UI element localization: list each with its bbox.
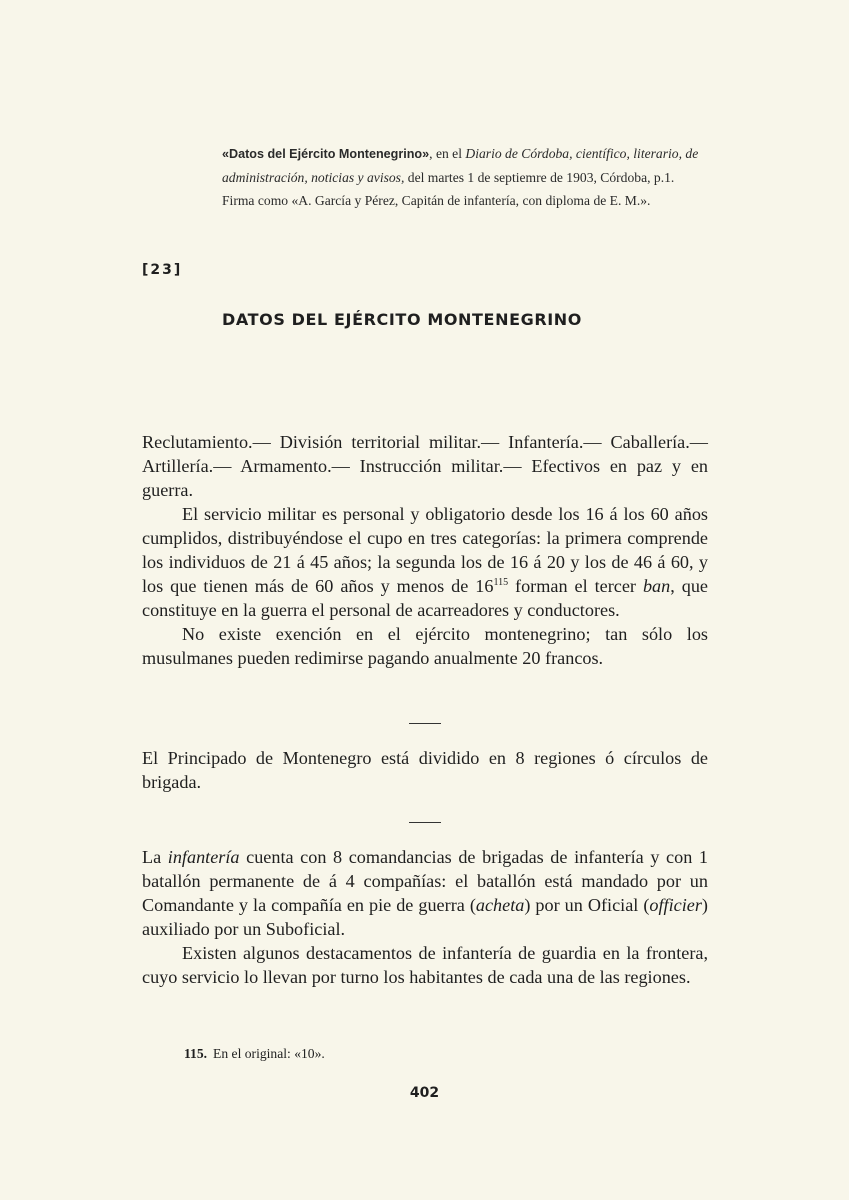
section-divider bbox=[409, 822, 441, 823]
footnote-ref[interactable]: 115 bbox=[493, 577, 509, 588]
text-run: cuenta con 8 comandancias de brigadas de infantería y con 1 batallón permanente de á 4 compañías: el batallón está mandado por un Comandante y la compañía en pie de guerra ( bbox=[142, 847, 708, 915]
section-divider bbox=[409, 723, 441, 724]
paragraph-exemption: No existe exención en el ejército montenegrino; tan sólo los musulmanes pueden redimirse pagando anualmente 20 francos. bbox=[142, 624, 708, 668]
paragraph-service bbox=[142, 502, 708, 622]
italic-term: acheta bbox=[475, 895, 525, 915]
paragraph-infantry bbox=[142, 845, 708, 941]
page-number: 402 bbox=[409, 1085, 440, 1101]
text-run: , que constituye en la guerra el personal de acarreadores y conductores. bbox=[142, 576, 708, 620]
source-note-title: «Datos del Ejército Montenegrino» bbox=[222, 147, 430, 161]
text-run: El servicio militar es personal y obligatorio desde los 16 á los 60 años cumplidos, distribuyéndose el cupo en tres categorías: la primera comprende los individuos de 21 á 45 años; la segunda los de 16 á 20 y los de 46 á 60, y los que tienen más de 60 años y menos de 16 bbox=[142, 504, 708, 596]
body-block-2 bbox=[142, 746, 708, 794]
paragraph-summary: Reclutamiento.— División territorial militar.— Infantería.— Caballería.— Artillería.— Armamento.— Instrucción militar.— Efectivos en paz y en guerra. bbox=[142, 432, 708, 500]
chapter-title: DATOS DEL EJÉRCITO MONTENEGRINO bbox=[222, 310, 582, 329]
italic-term: ban bbox=[642, 576, 671, 596]
source-note-text: del martes 1 de septiemre de 1903, Córdoba, p.1. Firma como «A. García y Pérez, Capitán de infantería, con diploma de E. M.». bbox=[222, 170, 675, 208]
italic-term: officier bbox=[649, 895, 702, 915]
source-note-periodical: Diario de Córdoba, científico, literario, de administración, noticias y avisos, bbox=[222, 146, 699, 185]
body-block-3 bbox=[142, 845, 708, 989]
paragraph-division: El Principado de Montenegro está dividido en 8 regiones ó círculos de brigada. bbox=[142, 748, 708, 792]
italic-term: infantería bbox=[167, 847, 240, 867]
paragraph-detachments: Existen algunos destacamentos de infantería de guardia en la frontera, cuyo servicio lo llevan por turno los habitantes de cada una de las regiones. bbox=[142, 943, 708, 987]
footnote-text: En el original: «10». bbox=[213, 1046, 325, 1061]
footnote bbox=[184, 1046, 325, 1062]
text-run: La bbox=[142, 847, 168, 867]
text-run: forman el tercer bbox=[508, 576, 643, 596]
text-run: ) auxiliado por un Suboficial. bbox=[142, 895, 708, 939]
text-run: ) por un Oficial ( bbox=[524, 895, 650, 915]
source-note-text: , en el bbox=[429, 146, 466, 161]
section-number: [23] bbox=[142, 262, 183, 278]
footnote-number: 115. bbox=[184, 1046, 208, 1061]
source-note bbox=[222, 142, 702, 212]
body-block-1 bbox=[142, 430, 708, 670]
